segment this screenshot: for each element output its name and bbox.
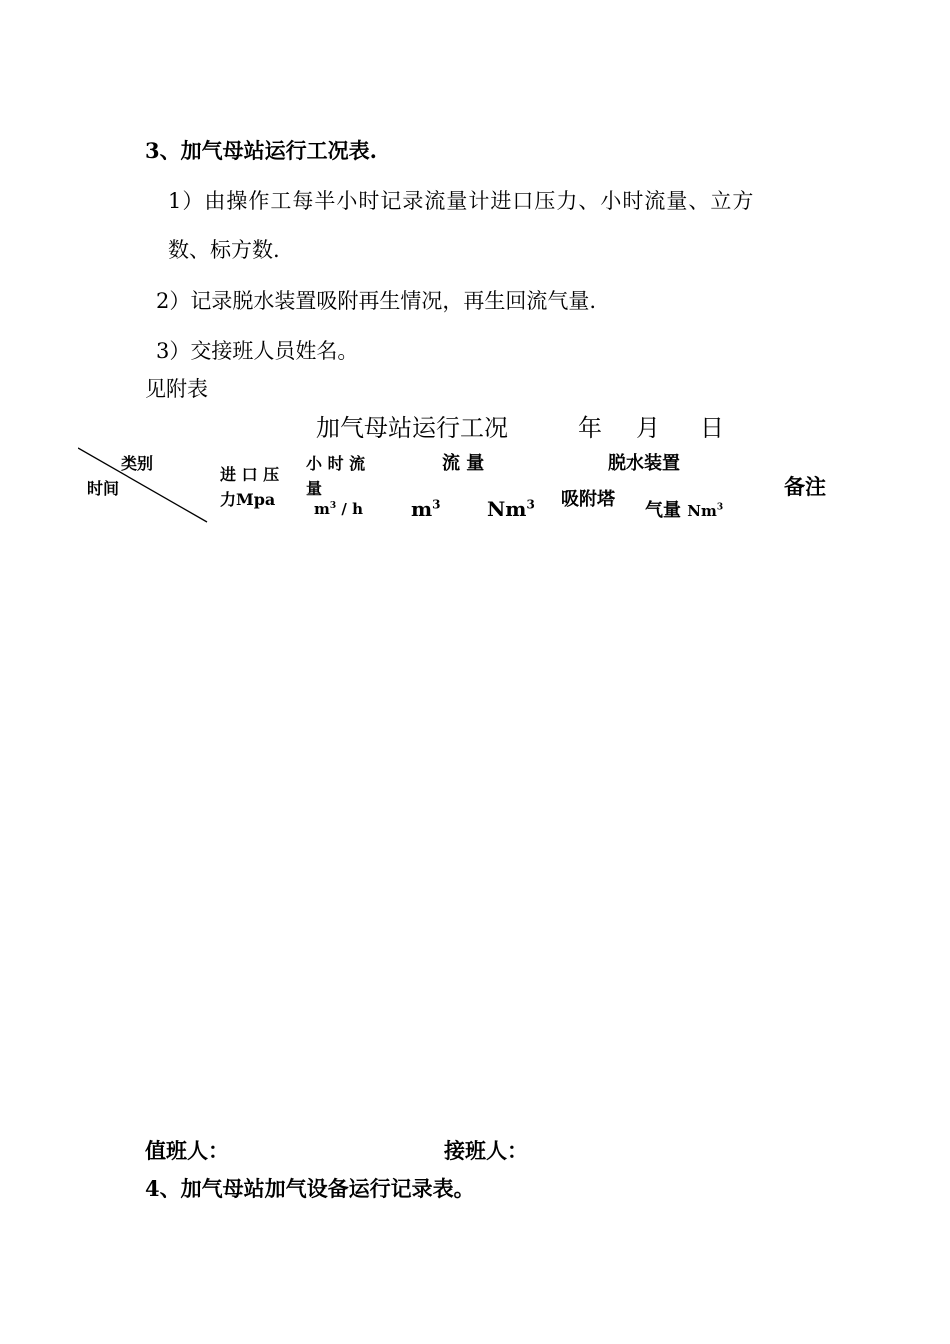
take-over-label: 接班人：: [444, 1138, 528, 1163]
table-month: 月: [636, 414, 660, 442]
section3-item1-line2: 数、标方数.: [168, 238, 280, 262]
table-title: 加气母站运行工况: [316, 414, 508, 442]
on-duty-label: 值班人：: [145, 1138, 229, 1163]
corner-category: 类别: [121, 454, 154, 473]
header-hourly-flow-line1: 小 时 流: [306, 454, 366, 473]
header-hourly-flow-unit: $m^3$ / h: [314, 500, 363, 518]
header-flow: 流 量: [442, 453, 485, 474]
header-gas-volume: 气量 Nm$^3$: [645, 500, 724, 521]
header-flow-nm3: Nm$^3$: [487, 497, 535, 521]
header-remarks: 备注: [784, 474, 826, 499]
section4-title: 4、加气母站加气设备运行记录表。: [145, 1176, 475, 1201]
header-hourly-flow-line2: 量: [306, 479, 323, 498]
corner-time: 时间: [87, 479, 120, 498]
header-dehydration-unit: 脱水装置: [608, 453, 680, 474]
section3-item2: 2）记录脱水装置吸附再生情况，再生回流气量.: [156, 289, 597, 313]
table-year: 年: [578, 414, 602, 442]
section3-title: 3、加气母站运行工况表.: [145, 138, 377, 163]
header-inlet-pressure-line2: 力Mpa: [220, 490, 276, 509]
see-appendix: 见附表: [145, 377, 208, 401]
header-flow-m3: $m^3$: [411, 497, 441, 521]
header-adsorption-tower: 吸附塔: [561, 489, 615, 510]
table-day: 日: [700, 414, 724, 442]
section3-item1-line1: 1）由操作工每半小时记录流量计进口压力、小时流量、立方: [168, 189, 755, 213]
header-inlet-pressure-line1: 进 口 压: [220, 465, 280, 484]
section3-item3: 3）交接班人员姓名。: [156, 339, 359, 363]
